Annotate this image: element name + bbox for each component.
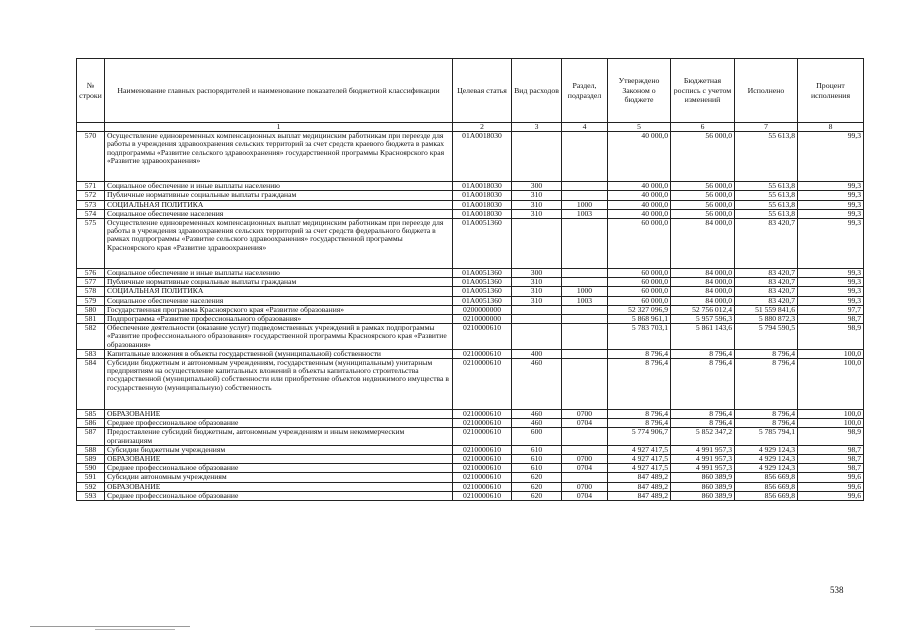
approved-amount: 847 489,2	[608, 473, 671, 482]
row-number: 593	[77, 491, 105, 500]
executed-amount: 8 796,4	[735, 410, 798, 419]
budget-amount: 84 000,0	[671, 278, 735, 287]
section-code	[562, 191, 608, 200]
executed-amount: 5 794 590,5	[735, 324, 798, 350]
row-name: ОБРАЗОВАНИЕ	[105, 455, 453, 464]
row-name: СОЦИАЛЬНАЯ ПОЛИТИКА	[105, 287, 453, 296]
section-code: 1000	[562, 287, 608, 296]
target-article: 01А0018030	[453, 200, 512, 209]
expense-type: 620	[512, 473, 562, 482]
table-row	[77, 473, 864, 482]
target-article: 0210000610	[453, 455, 512, 464]
row-number: 571	[77, 182, 105, 191]
row-name: Социальное обеспечение и иные выплаты населению	[105, 182, 453, 191]
row-name: Публичные нормативные социальные выплаты гражданам	[105, 191, 453, 200]
executed-amount: 55 613,8	[735, 209, 798, 218]
row-number: 575	[77, 219, 105, 269]
budget-amount: 5 957 596,3	[671, 315, 735, 324]
budget-amount: 4 991 957,3	[671, 464, 735, 473]
table-row	[77, 200, 864, 209]
budget-amount: 84 000,0	[671, 269, 735, 278]
section-code: 0704	[562, 419, 608, 428]
column-number: 4	[562, 123, 608, 132]
expense-type	[512, 305, 562, 314]
executed-amount: 55 613,8	[735, 200, 798, 209]
row-number: 585	[77, 410, 105, 419]
row-name: ОБРАЗОВАНИЕ	[105, 482, 453, 491]
approved-amount: 8 796,4	[608, 419, 671, 428]
section-code: 0704	[562, 491, 608, 500]
approved-amount: 847 489,2	[608, 482, 671, 491]
budget-amount: 52 756 012,4	[671, 305, 735, 314]
budget-amount: 56 000,0	[671, 182, 735, 191]
row-name: Государственная программа Красноярского края «Развитие образования»	[105, 305, 453, 314]
column-number	[77, 123, 105, 132]
approved-amount: 40 000,0	[608, 191, 671, 200]
row-number: 592	[77, 482, 105, 491]
target-article: 0210000610	[453, 445, 512, 454]
margin-mark	[95, 629, 175, 630]
row-number: 577	[77, 278, 105, 287]
approved-amount: 40 000,0	[608, 200, 671, 209]
row-number: 591	[77, 473, 105, 482]
section-code: 1000	[562, 200, 608, 209]
percent-value: 100,0	[798, 359, 864, 410]
executed-amount: 8 796,4	[735, 419, 798, 428]
row-number: 576	[77, 269, 105, 278]
percent-value: 99,6	[798, 491, 864, 500]
executed-amount: 856 669,8	[735, 473, 798, 482]
target-article: 01А0051360	[453, 269, 512, 278]
column-number: 7	[735, 123, 798, 132]
budget-amount: 56 000,0	[671, 191, 735, 200]
expense-type: 310	[512, 209, 562, 218]
target-article: 01А0051360	[453, 287, 512, 296]
table-body	[77, 132, 864, 501]
percent-value: 99,3	[798, 269, 864, 278]
budget-amount: 84 000,0	[671, 287, 735, 296]
row-name: Обеспечение деятельности (оказание услуг) подведомственных учреждений в рамках подпрограммы «Развитие профессионального образования» государственной программы Красноярского края «Развитие образования»	[105, 324, 453, 350]
percent-value: 99,3	[798, 182, 864, 191]
table-row	[77, 278, 864, 287]
row-name: Субсидии автономным учреждениям	[105, 473, 453, 482]
row-number: 582	[77, 324, 105, 350]
table-row	[77, 359, 864, 410]
row-number: 589	[77, 455, 105, 464]
executed-amount: 83 420,7	[735, 269, 798, 278]
section-code: 0700	[562, 482, 608, 491]
table-row	[77, 410, 864, 419]
percent-value: 99,6	[798, 473, 864, 482]
table-row	[77, 209, 864, 218]
executed-amount: 83 420,7	[735, 219, 798, 269]
expense-type	[512, 315, 562, 324]
approved-amount: 4 927 417,5	[608, 455, 671, 464]
percent-value: 99,3	[798, 209, 864, 218]
section-code	[562, 278, 608, 287]
percent-value: 100,0	[798, 410, 864, 419]
row-number: 584	[77, 359, 105, 410]
approved-amount: 40 000,0	[608, 209, 671, 218]
expense-type: 610	[512, 455, 562, 464]
executed-amount: 55 613,8	[735, 191, 798, 200]
section-code: 0700	[562, 455, 608, 464]
column-number: 6	[671, 123, 735, 132]
section-code	[562, 269, 608, 278]
executed-amount: 83 420,7	[735, 296, 798, 305]
row-number: 573	[77, 200, 105, 209]
section-code	[562, 349, 608, 358]
row-name: Социальное обеспечение и иные выплаты населению	[105, 269, 453, 278]
row-name: Среднее профессиональное образование	[105, 464, 453, 473]
percent-value: 99,3	[798, 132, 864, 182]
target-article: 0210000610	[453, 464, 512, 473]
row-name: Субсидии бюджетным учреждениям	[105, 445, 453, 454]
executed-amount: 4 929 124,3	[735, 455, 798, 464]
percent-value: 100,0	[798, 349, 864, 358]
header-row	[77, 59, 864, 123]
target-article: 0200000000	[453, 305, 512, 314]
percent-value: 99,3	[798, 219, 864, 269]
target-article: 0210000000	[453, 315, 512, 324]
target-article: 0210000610	[453, 482, 512, 491]
executed-amount: 856 669,8	[735, 491, 798, 500]
row-name: Осуществление единовременных компенсационных выплат медицинским работникам при переезде для работы в учреждения здравоохранения сельских территорий за счет средств краевого бюджета в рамках подпрограммы «Развитие сельского здравоохранения» государственной программы Красноярского края «Развитие здравоохранения»	[105, 132, 453, 182]
budget-amount: 84 000,0	[671, 219, 735, 269]
table-row	[77, 315, 864, 324]
section-code	[562, 219, 608, 269]
table-row	[77, 132, 864, 182]
row-name: Субсидии бюджетным и автономным учреждениям, государственным (муниципальным) унитарным предприятиям на осуществление капитальных вложений в объекты капитального строительства государственной (муниципальной) собственности или приобретение объектов недвижимого имущества в государственную (муниципальную) собственность	[105, 359, 453, 410]
approved-amount: 4 927 417,5	[608, 464, 671, 473]
target-article: 01А0051360	[453, 296, 512, 305]
approved-amount: 60 000,0	[608, 296, 671, 305]
header-percent: Процент исполнения	[798, 59, 864, 123]
expense-type: 460	[512, 419, 562, 428]
expense-type: 620	[512, 482, 562, 491]
row-name: Подпрограмма «Развитие профессионального образования»	[105, 315, 453, 324]
row-name: СОЦИАЛЬНАЯ ПОЛИТИКА	[105, 200, 453, 209]
row-name: Среднее профессиональное образование	[105, 491, 453, 500]
header-row-number: № строки	[77, 59, 105, 123]
target-article: 0210000610	[453, 473, 512, 482]
row-number: 572	[77, 191, 105, 200]
executed-amount: 5 785 794,1	[735, 428, 798, 445]
budget-amount: 5 852 347,2	[671, 428, 735, 445]
table-row	[77, 182, 864, 191]
row-number: 570	[77, 132, 105, 182]
percent-value: 98,7	[798, 445, 864, 454]
table-row	[77, 305, 864, 314]
row-number: 590	[77, 464, 105, 473]
table-row	[77, 324, 864, 350]
section-code: 0700	[562, 410, 608, 419]
percent-value: 98,7	[798, 455, 864, 464]
table-row	[77, 464, 864, 473]
row-number: 574	[77, 209, 105, 218]
executed-amount: 8 796,4	[735, 349, 798, 358]
approved-amount: 5 774 906,7	[608, 428, 671, 445]
percent-value: 98,9	[798, 324, 864, 350]
row-number: 579	[77, 296, 105, 305]
budget-amount: 860 389,9	[671, 473, 735, 482]
table-row	[77, 269, 864, 278]
expense-type	[512, 132, 562, 182]
target-article: 01А0018030	[453, 132, 512, 182]
header-executed: Исполнено	[735, 59, 798, 123]
approved-amount: 8 796,4	[608, 410, 671, 419]
row-number: 578	[77, 287, 105, 296]
percent-value: 99,6	[798, 482, 864, 491]
budget-execution-table	[76, 58, 864, 501]
percent-value: 99,3	[798, 278, 864, 287]
expense-type: 460	[512, 410, 562, 419]
target-article: 0210000610	[453, 428, 512, 445]
executed-amount: 55 613,8	[735, 132, 798, 182]
header-target-article: Целевая статья	[453, 59, 512, 123]
section-code: 0704	[562, 464, 608, 473]
budget-amount: 84 000,0	[671, 296, 735, 305]
header-approved: Утверждено Законом о бюджете	[608, 59, 671, 123]
column-number: 8	[798, 123, 864, 132]
expense-type: 310	[512, 200, 562, 209]
expense-type: 310	[512, 287, 562, 296]
approved-amount: 60 000,0	[608, 278, 671, 287]
budget-amount: 8 796,4	[671, 349, 735, 358]
section-code	[562, 182, 608, 191]
expense-type: 300	[512, 269, 562, 278]
section-code	[562, 359, 608, 410]
margin-mark	[30, 626, 190, 627]
budget-amount: 8 796,4	[671, 410, 735, 419]
executed-amount: 4 929 124,3	[735, 464, 798, 473]
expense-type: 300	[512, 182, 562, 191]
row-name: Социальное обеспечение населения	[105, 296, 453, 305]
executed-amount: 856 669,8	[735, 482, 798, 491]
budget-amount: 56 000,0	[671, 132, 735, 182]
expense-type: 400	[512, 349, 562, 358]
row-name: Осуществление единовременных компенсационных выплат медицинским работникам при переезде для работы в учреждения здравоохранения сельских территорий за счет средств федерального бюджета в рамках подпрограммы «Развитие сельского здравоохранения» государственной программы Красноярского края «Развитие здравоохранения»	[105, 219, 453, 269]
section-code	[562, 305, 608, 314]
executed-amount: 5 880 872,3	[735, 315, 798, 324]
expense-type: 310	[512, 191, 562, 200]
approved-amount: 40 000,0	[608, 132, 671, 182]
table-row	[77, 482, 864, 491]
row-number: 581	[77, 315, 105, 324]
section-code	[562, 315, 608, 324]
approved-amount: 4 927 417,5	[608, 445, 671, 454]
percent-value: 99,3	[798, 287, 864, 296]
table-row	[77, 419, 864, 428]
approved-amount: 52 327 096,9	[608, 305, 671, 314]
row-number: 580	[77, 305, 105, 314]
percent-value: 100,0	[798, 419, 864, 428]
section-code	[562, 445, 608, 454]
approved-amount: 60 000,0	[608, 287, 671, 296]
row-number: 583	[77, 349, 105, 358]
budget-amount: 4 991 957,3	[671, 445, 735, 454]
row-name: Среднее профессиональное образование	[105, 419, 453, 428]
budget-amount: 860 389,9	[671, 491, 735, 500]
percent-value: 99,3	[798, 191, 864, 200]
executed-amount: 83 420,7	[735, 287, 798, 296]
table-row	[77, 219, 864, 269]
section-code: 1003	[562, 296, 608, 305]
budget-amount: 4 991 957,3	[671, 455, 735, 464]
budget-amount: 860 389,9	[671, 482, 735, 491]
executed-amount: 8 796,4	[735, 359, 798, 410]
table-row	[77, 445, 864, 454]
expense-type: 310	[512, 278, 562, 287]
approved-amount: 5 868 961,1	[608, 315, 671, 324]
row-number: 587	[77, 428, 105, 445]
section-code	[562, 324, 608, 350]
target-article: 0210000610	[453, 410, 512, 419]
header-name: Наименование главных распорядителей и наименование показателей бюджетной классификации	[105, 59, 453, 123]
target-article: 01А0018030	[453, 182, 512, 191]
row-name: Предоставление субсидий бюджетным, автономным учреждениям и иным некоммерческим организациям	[105, 428, 453, 445]
budget-amount: 8 796,4	[671, 359, 735, 410]
page-number: 538	[830, 585, 844, 595]
budget-amount: 56 000,0	[671, 200, 735, 209]
target-article: 01А0051360	[453, 219, 512, 269]
table-row	[77, 349, 864, 358]
target-article: 0210000610	[453, 349, 512, 358]
target-article: 01А0018030	[453, 209, 512, 218]
approved-amount: 60 000,0	[608, 269, 671, 278]
row-name: ОБРАЗОВАНИЕ	[105, 410, 453, 419]
expense-type	[512, 324, 562, 350]
section-code	[562, 428, 608, 445]
row-number: 588	[77, 445, 105, 454]
percent-value: 98,7	[798, 464, 864, 473]
header-expense-type: Вид расходов	[512, 59, 562, 123]
executed-amount: 51 559 841,6	[735, 305, 798, 314]
target-article: 01А0018030	[453, 191, 512, 200]
table-row	[77, 296, 864, 305]
row-name: Капитальные вложения в объекты государственной (муниципальной) собственности	[105, 349, 453, 358]
section-code	[562, 473, 608, 482]
expense-type: 620	[512, 491, 562, 500]
table-row	[77, 491, 864, 500]
approved-amount: 40 000,0	[608, 182, 671, 191]
budget-amount: 56 000,0	[671, 209, 735, 218]
executed-amount: 4 929 124,3	[735, 445, 798, 454]
row-number: 586	[77, 419, 105, 428]
column-number-row	[77, 123, 864, 132]
percent-value: 99,3	[798, 200, 864, 209]
target-article: 0210000610	[453, 324, 512, 350]
approved-amount: 5 783 703,1	[608, 324, 671, 350]
percent-value: 97,7	[798, 305, 864, 314]
column-number: 2	[453, 123, 512, 132]
expense-type: 600	[512, 428, 562, 445]
percent-value: 98,7	[798, 315, 864, 324]
target-article: 0210000610	[453, 419, 512, 428]
approved-amount: 8 796,4	[608, 349, 671, 358]
approved-amount: 60 000,0	[608, 219, 671, 269]
row-name: Публичные нормативные социальные выплаты гражданам	[105, 278, 453, 287]
header-budget-schedule: Бюджетная роспись с учетом изменений	[671, 59, 735, 123]
column-number: 1	[105, 123, 453, 132]
percent-value: 99,3	[798, 296, 864, 305]
budget-amount: 5 861 143,6	[671, 324, 735, 350]
section-code: 1003	[562, 209, 608, 218]
section-code	[562, 132, 608, 182]
expense-type: 610	[512, 464, 562, 473]
approved-amount: 847 489,2	[608, 491, 671, 500]
percent-value: 98,9	[798, 428, 864, 445]
table-row	[77, 287, 864, 296]
expense-type: 310	[512, 296, 562, 305]
executed-amount: 83 420,7	[735, 278, 798, 287]
table-row	[77, 455, 864, 464]
column-number: 3	[512, 123, 562, 132]
expense-type: 610	[512, 445, 562, 454]
budget-amount: 8 796,4	[671, 419, 735, 428]
header-section: Раздел, подраздел	[562, 59, 608, 123]
expense-type	[512, 219, 562, 269]
approved-amount: 8 796,4	[608, 359, 671, 410]
table-row	[77, 191, 864, 200]
executed-amount: 55 613,8	[735, 182, 798, 191]
column-number: 5	[608, 123, 671, 132]
table-row	[77, 428, 864, 445]
target-article: 01А0051360	[453, 278, 512, 287]
row-name: Социальное обеспечение населения	[105, 209, 453, 218]
target-article: 0210000610	[453, 359, 512, 410]
expense-type: 460	[512, 359, 562, 410]
target-article: 0210000610	[453, 491, 512, 500]
